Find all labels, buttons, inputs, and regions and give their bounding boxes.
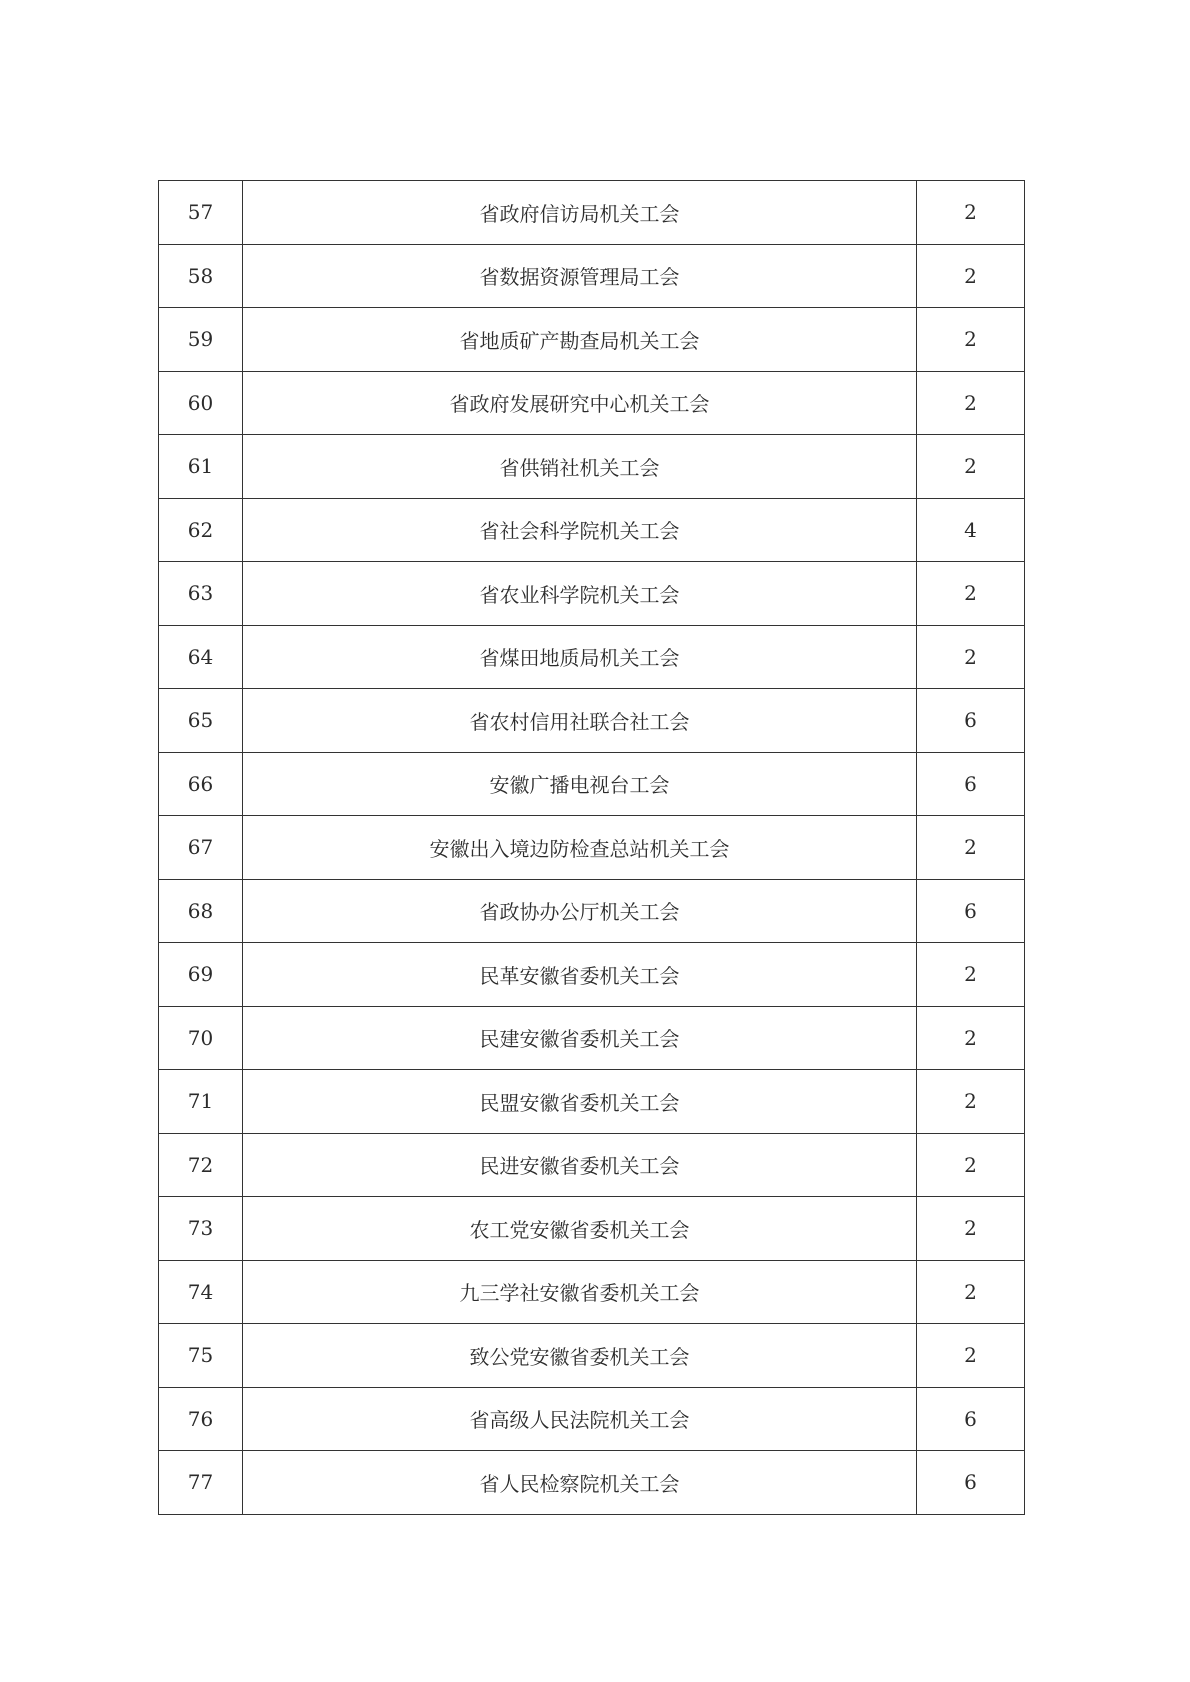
organization-name-cell: 致公党安徽省委机关工会 [243, 1324, 917, 1388]
row-number-cell: 71 [159, 1070, 243, 1134]
row-number-cell: 57 [159, 181, 243, 245]
row-number-cell: 75 [159, 1324, 243, 1388]
table-row [159, 308, 1025, 372]
count-cell: 2 [917, 1260, 1025, 1324]
row-number-cell: 58 [159, 244, 243, 308]
count-cell: 2 [917, 943, 1025, 1007]
table-row [159, 244, 1025, 308]
organization-name-cell: 省供销社机关工会 [243, 435, 917, 499]
row-number-cell: 68 [159, 879, 243, 943]
organization-name-cell: 省地质矿产勘查局机关工会 [243, 308, 917, 372]
row-number-cell: 70 [159, 1006, 243, 1070]
count-cell: 6 [917, 1451, 1025, 1515]
organization-name-cell: 省农业科学院机关工会 [243, 562, 917, 626]
table-row [159, 498, 1025, 562]
row-number-cell: 77 [159, 1451, 243, 1515]
row-number-cell: 59 [159, 308, 243, 372]
table-row [159, 879, 1025, 943]
table-row [159, 1006, 1025, 1070]
organization-name-cell: 民建安徽省委机关工会 [243, 1006, 917, 1070]
count-cell: 2 [917, 435, 1025, 499]
count-cell: 2 [917, 244, 1025, 308]
organization-name-cell: 省高级人民法院机关工会 [243, 1387, 917, 1451]
table-row [159, 435, 1025, 499]
row-number-cell: 63 [159, 562, 243, 626]
count-cell: 2 [917, 816, 1025, 880]
count-cell: 6 [917, 689, 1025, 753]
table-row [159, 181, 1025, 245]
row-number-cell: 62 [159, 498, 243, 562]
table-row [159, 562, 1025, 626]
organization-name-cell: 九三学社安徽省委机关工会 [243, 1260, 917, 1324]
table-row [159, 943, 1025, 1007]
organization-name-cell: 省政府信访局机关工会 [243, 181, 917, 245]
row-number-cell: 72 [159, 1133, 243, 1197]
count-cell: 2 [917, 181, 1025, 245]
table-row [159, 1197, 1025, 1261]
count-cell: 2 [917, 625, 1025, 689]
union-allocation-table [158, 180, 1025, 1515]
count-cell: 6 [917, 752, 1025, 816]
count-cell: 2 [917, 562, 1025, 626]
organization-name-cell: 省社会科学院机关工会 [243, 498, 917, 562]
organization-name-cell: 农工党安徽省委机关工会 [243, 1197, 917, 1261]
table-row [159, 1070, 1025, 1134]
row-number-cell: 76 [159, 1387, 243, 1451]
count-cell: 6 [917, 1387, 1025, 1451]
row-number-cell: 61 [159, 435, 243, 499]
table-row [159, 1260, 1025, 1324]
table-row [159, 689, 1025, 753]
organization-name-cell: 省政府发展研究中心机关工会 [243, 371, 917, 435]
count-cell: 4 [917, 498, 1025, 562]
count-cell: 2 [917, 308, 1025, 372]
row-number-cell: 60 [159, 371, 243, 435]
table-row [159, 1387, 1025, 1451]
table-row [159, 1324, 1025, 1388]
table-row [159, 371, 1025, 435]
table-row [159, 752, 1025, 816]
count-cell: 2 [917, 1006, 1025, 1070]
count-cell: 2 [917, 1324, 1025, 1388]
count-cell: 2 [917, 1133, 1025, 1197]
organization-name-cell: 民革安徽省委机关工会 [243, 943, 917, 1007]
table-row [159, 816, 1025, 880]
row-number-cell: 67 [159, 816, 243, 880]
row-number-cell: 73 [159, 1197, 243, 1261]
count-cell: 2 [917, 1197, 1025, 1261]
organization-name-cell: 省人民检察院机关工会 [243, 1451, 917, 1515]
row-number-cell: 65 [159, 689, 243, 753]
table-row [159, 1451, 1025, 1515]
table-row [159, 625, 1025, 689]
organization-name-cell: 省煤田地质局机关工会 [243, 625, 917, 689]
organization-name-cell: 民进安徽省委机关工会 [243, 1133, 917, 1197]
organization-name-cell: 省数据资源管理局工会 [243, 244, 917, 308]
row-number-cell: 69 [159, 943, 243, 1007]
count-cell: 6 [917, 879, 1025, 943]
row-number-cell: 74 [159, 1260, 243, 1324]
table-row [159, 1133, 1025, 1197]
organization-name-cell: 安徽出入境边防检查总站机关工会 [243, 816, 917, 880]
organization-name-cell: 省农村信用社联合社工会 [243, 689, 917, 753]
organization-name-cell: 民盟安徽省委机关工会 [243, 1070, 917, 1134]
row-number-cell: 64 [159, 625, 243, 689]
row-number-cell: 66 [159, 752, 243, 816]
count-cell: 2 [917, 371, 1025, 435]
count-cell: 2 [917, 1070, 1025, 1134]
organization-name-cell: 安徽广播电视台工会 [243, 752, 917, 816]
organization-name-cell: 省政协办公厅机关工会 [243, 879, 917, 943]
table-body [159, 181, 1025, 1515]
